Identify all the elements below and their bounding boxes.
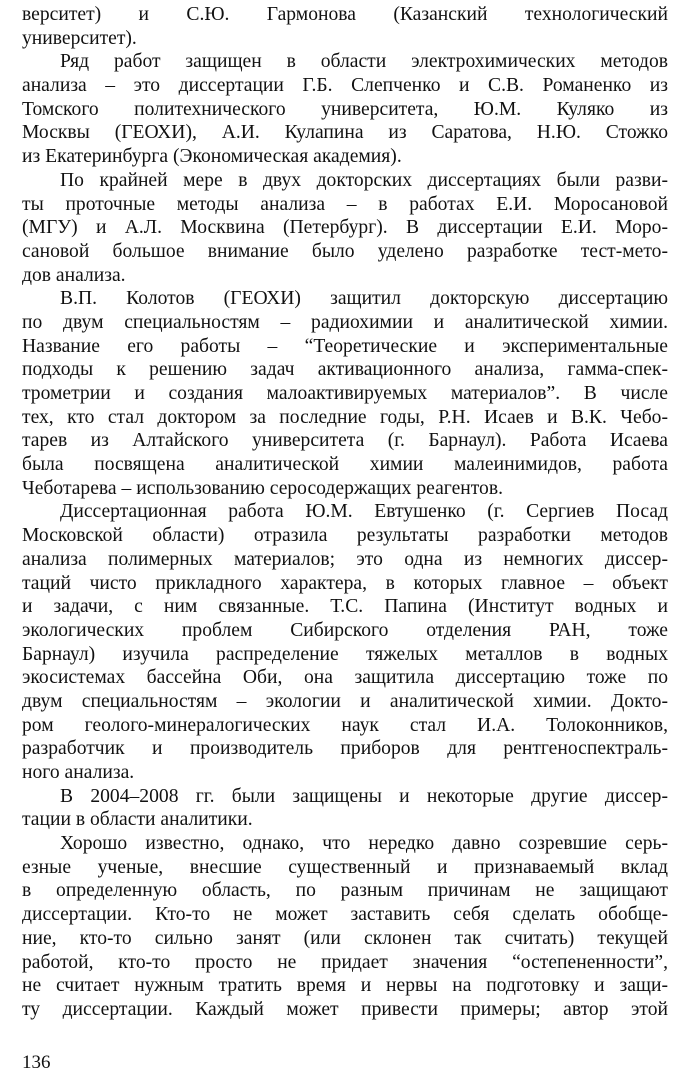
paragraph: [22, 785, 668, 832]
text-line: по двум специальностям – радиохимии и аналитической химии.: [22, 311, 668, 333]
paragraph: [22, 832, 668, 1022]
text-line: ты проточные методы анализа – в работах Е.И. Моросановой: [22, 193, 668, 215]
text-line: ние, кто-то сильно занят (или склонен так считать) текущей: [22, 927, 668, 949]
text-line: не считает нужным тратить время и нервы на подготовку и защи-: [22, 975, 668, 997]
text-line: экосистемах бассейна Оби, она защитила диссертацию тоже по: [22, 667, 668, 689]
text-line: диссертации. Кто-то не может заставить себя сделать обобще-: [22, 904, 668, 926]
text-line: ту диссертации. Каждый может привести примеры; автор этой: [22, 998, 668, 1020]
page-number: 136: [22, 1052, 51, 1073]
paragraph: [22, 50, 668, 168]
text-line: дов анализа.: [22, 264, 126, 286]
text-line: тации в области аналитики.: [22, 809, 253, 831]
text-line: экологических проблем Сибирского отделения РАН, тоже: [22, 619, 668, 641]
text-line: таций чисто прикладного характера, в которых главное – объект: [22, 572, 668, 594]
text-line: двум специальностям – экологии и аналитической химии. Докто-: [22, 690, 668, 712]
paragraph: [22, 3, 668, 50]
text-line: сановой большое внимание было уделено разработке тест-мето-: [22, 240, 668, 262]
text-line: была посвящена аналитической химии малеинимидов, работа: [22, 454, 668, 476]
text-line: езные ученые, внесшие существенный и признаваемый вклад: [22, 856, 668, 878]
text-line: Московской области) отразила результаты разработки методов: [22, 525, 668, 547]
text-line: Диссертационная работа Ю.М. Евтушенко (г. Сергиев Посад: [60, 501, 668, 523]
paragraph: [22, 287, 668, 500]
text-line: Хорошо известно, однако, что нередко давно созревшие серь-: [60, 833, 668, 855]
text-line: университет).: [22, 27, 137, 49]
text-line: из Екатеринбурга (Экономическая академия).: [22, 146, 402, 168]
text-line: В 2004–2008 гг. были защищены и некоторые другие диссер-: [60, 785, 668, 807]
text-line: анализа полимерных материалов; это одна из немногих диссер-: [22, 548, 668, 570]
text-line: Москвы (ГЕОХИ), А.И. Кулапина из Саратова, Н.Ю. Стожко: [22, 122, 668, 144]
text-line: ром геолого-минералогических наук стал И.А. Толоконников,: [22, 714, 668, 736]
paragraph: [22, 169, 668, 287]
text-line: (МГУ) и А.Л. Москвина (Петербург). В диссертации Е.И. Моро-: [22, 217, 668, 239]
text-line: и задачи, с ним связанные. Т.С. Папина (Институт водных и: [22, 596, 668, 618]
text-line: тех, кто стал доктором за последние годы, Р.Н. Исаев и В.К. Чебо-: [22, 406, 668, 428]
text-line: в определенную область, по разным причинам не защищают: [22, 880, 668, 902]
text-line: По крайней мере в двух докторских диссертациях были разви-: [60, 169, 668, 191]
text-line: Ряд работ защищен в области электрохимических методов: [60, 51, 668, 73]
text-line: В.П. Колотов (ГЕОХИ) защитил докторскую диссертацию: [60, 288, 668, 310]
text-line: тарев из Алтайского университета (г. Барнаул). Работа Исаева: [22, 430, 668, 452]
text-line: ного анализа.: [22, 762, 135, 783]
text-line: разработчик и производитель приборов для рентгеноспектраль-: [22, 738, 668, 760]
text-line: верситет) и С.Ю. Гармонова (Казанский технологический: [22, 4, 668, 25]
text-line: Томского политехнического университета, Ю.М. Куляко из: [22, 98, 668, 120]
text-line: Барнаул) изучила распределение тяжелых металлов в водных: [22, 643, 668, 665]
text-line: трометрии и создания малоактивируемых материалов”. В числе: [22, 383, 668, 404]
paragraph: [22, 500, 668, 784]
text-line: анализа – это диссертации Г.Б. Слепченко и С.В. Романенко из: [22, 75, 668, 97]
text-line: подходы к решению задач активационного анализа, гамма-спек-: [22, 359, 668, 381]
page-body: [22, 3, 668, 1022]
text-line: Название его работы – “Теоретические и экспериментальные: [22, 335, 668, 357]
text-line: работой, кто-то просто не придает значения “остепененности”,: [22, 951, 668, 973]
text-line: Чеботарева – использованию серосодержащих реагентов.: [22, 477, 504, 499]
